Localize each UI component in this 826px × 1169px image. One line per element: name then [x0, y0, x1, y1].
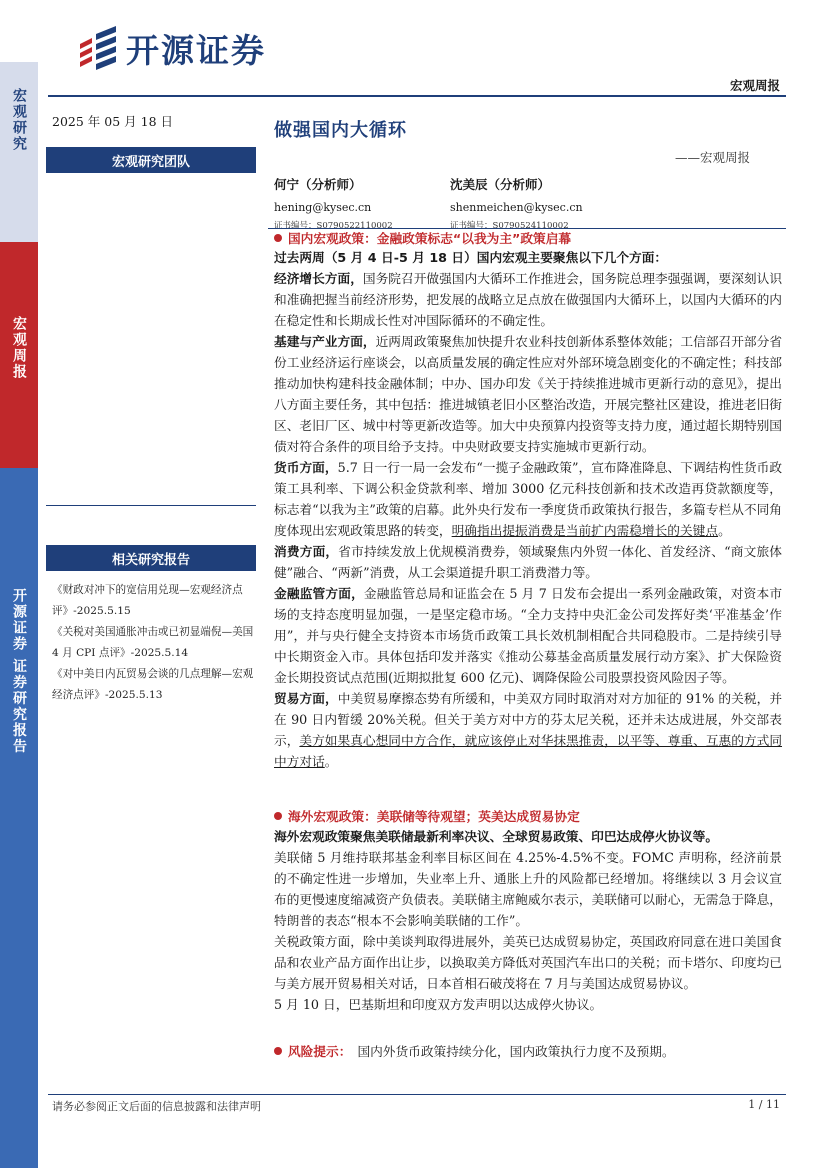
analyst-cert: 证书编号：S0790522110002: [274, 221, 393, 231]
section-heading-text: 国内宏观政策：金融政策标志“以我为主”政策启幕: [288, 231, 572, 246]
sidebar-divider: [46, 505, 256, 506]
brand-logo: [76, 26, 266, 70]
para-text-end: 。: [718, 523, 731, 538]
para-ceasefire: 5 月 10 日，巴基斯坦和印度双方发声明以达成停火协议。: [274, 997, 603, 1012]
strip-mid-label: 宏观周报: [11, 316, 27, 380]
strip-bottom: [0, 468, 38, 1168]
para-tariff: 关税政策方面，除中美谈判取得进展外，美英已达成贸易协定，英国政府同意在进口美国食品和农业产品方面作出让步，以换取美方降低对英国汽车出口的关税；而卡塔尔、印度均已与美方展开贸易相关对话，日本首相石破茂将在 7 月与美国达成贸易协议。: [274, 934, 782, 991]
para-fed: 美联储 5 月维持联邦基金利率目标区间在 4.25%-4.5%不变。FOMC 声明称，经济前景的不确定性进一步增加，失业率上升、通胀上升的风险都已经增加。将继续以 3 月会议宣布的更慢速度缩减资产负债表。美联储主席鲍威尔表示，美联储可以耐心，无需急于降息，特朗普的表态“根本不会影响美联储的工作”。: [274, 850, 782, 928]
para-text: 近两周政策聚焦加快提升农业科技创新体系整体效能；工信部召开部分省份工业经济运行座谈会，以高质量发展的确定性应对外部环境急剧变化的不确定性；科技部推动加快构建科技金融体制；中办、国办印发《关于持续推进城市更新行动的意见》，提出八方面主要任务，其中包括：推进城镇老旧小区整治改造，开展完整社区建设，推进老旧街区、老旧厂区、城中村等更新改造等。加大中央预算内投资等支持力度，通过超长期特别国债对符合条件的项目给予支持。中央财政要支持实施城市更新行动。: [274, 334, 783, 454]
analyst-card: [450, 175, 583, 231]
strip-mid: [0, 242, 38, 468]
bullet-icon: [274, 812, 282, 820]
risk-head: 风险提示：: [288, 1044, 352, 1059]
section-heading-text: 海外宏观政策：美联储等待观望；英美达成贸易协定: [288, 809, 580, 824]
strip-top: [0, 62, 38, 242]
footer-divider: [48, 1094, 786, 1095]
strip-top-label: 宏观研究: [11, 88, 27, 152]
footer-disclaimer: 请务必参阅正文后面的信息披露和法律声明: [52, 1100, 261, 1113]
para-consume: [274, 541, 782, 583]
analyst-cert: 证书编号：S0790524110002: [450, 221, 569, 231]
related-report-link[interactable]: 《关税对美国通胀冲击或已初显端倪—美国 4 月 CPI 点评》-2025.5.14: [52, 626, 254, 659]
analyst-email[interactable]: hening@kysec.cn: [274, 201, 372, 214]
para-money: [274, 457, 782, 541]
analyst-email[interactable]: shenmeichen@kysec.cn: [450, 201, 583, 214]
analyst-card: [274, 175, 393, 231]
para-text: 金融监管总局和证监会在 5 月 7 日发布会提出一系列金融政策，对资本市场的支持态度明显加强，一是坚定稳市场。“全力支持中央汇金公司发挥好类‘平准基金’作用”，并与央行健全支持资本市场货币政策工具长效机制相配合共同稳股市。二是持续引导中长期资金入市。具体包括印发并落实《推动公募基金高质量发展行动方案》、扩大保险资金长期投资试点范围(近期拟批复 600 亿元)、调降保险公司股票投资风险因子等。: [274, 586, 783, 685]
report-kind: 宏观周报: [729, 78, 780, 93]
page-title: 做强国内大循环: [274, 120, 407, 141]
related-reports-list: [52, 580, 256, 706]
section-body-domestic: [274, 247, 782, 772]
para-growth: [274, 268, 782, 331]
para-text: 省市持续发放上优规模消费券，领域聚焦内外贸一体化、首发经济、“商文旅体健”融合、“两新”消费，从工会渠道提升职工消费潜力等。: [274, 544, 782, 580]
bullet-icon: [274, 1047, 282, 1055]
para-underlined: 美方如果真心想同中方合作，就应该停止对华抹黑推责，以平等、尊重、互惠的方式同中方对话: [274, 733, 783, 769]
para-head: 贸易方面，: [274, 691, 338, 706]
para-head: 金融监管方面，: [274, 586, 364, 601]
report-date: 2025 年 05 月 18 日: [52, 114, 173, 129]
strip-bottom-label: 开源证券 证券研究报告: [11, 588, 27, 755]
related-report-link[interactable]: 《财政对冲下的宽信用兑现—宏观经济点评》-2025.5.15: [52, 584, 243, 617]
section-body-overseas: [274, 826, 782, 1015]
analyst-name: 沈美辰（分析师）: [450, 177, 551, 192]
para-text: 中美贸易摩擦态势有所缓和，中美双方同时取消对对方加征的 91% 的关税，并在 90 日内暂缓 20%关税。但关于美方对中方的芬太尼关税，还并未达成进展，外交部表示，: [274, 691, 783, 748]
para-head: 消费方面，: [274, 544, 339, 559]
section-lead: 过去两周（5 月 4 日-5 月 18 日）国内宏观主要聚焦以下几个方面：: [274, 250, 668, 265]
related-label: 相关研究报告: [46, 545, 256, 571]
para-fin: [274, 583, 782, 688]
risk-text: 国内外货币政策持续分化，国内政策执行力度不及预期。: [357, 1044, 675, 1059]
para-head: 基建与产业方面，: [274, 334, 376, 349]
page-number: 1 / 11: [748, 1098, 780, 1111]
section-heading-overseas: [274, 806, 580, 825]
para-text: 国务院召开做强国内大循环工作推进会，国务院总理李强强调，要深刻认识和准确把握当前经济形势，把发展的战略立足点放在做强国内大循环上，以国内大循环的内在稳定性和长期成长性对冲国际循环的不确定性。: [274, 271, 783, 328]
para-text: 5.7 日一行一局一会发布“一揽子金融政策”，宣布降准降息、下调结构性货币政策工具利率、下调公积金贷款利率、增加 3000 亿元科技创新和技术改造再贷款额度等，标志着“以我为主”政策的启幕。此外央行发布一季度货币政策执行报告，多篇专栏从不同角度体现出宏观政策思路的转变，: [274, 460, 783, 538]
team-label: 宏观研究团队: [46, 147, 256, 173]
related-report-link[interactable]: 《对中美日内瓦贸易会谈的几点理解—宏观经济点评》-2025.5.13: [52, 668, 254, 701]
section-lead: 海外宏观政策聚焦美联储最新利率决议、全球贸易政策、印巴达成停火协议等。: [274, 829, 719, 844]
para-text-end: 。: [324, 754, 338, 769]
para-trade: [274, 688, 782, 772]
brand-name: 开源证券: [126, 30, 266, 70]
para-head: 经济增长方面，: [274, 271, 363, 286]
brand-mark-icon: [76, 26, 122, 70]
analyst-name: 何宁（分析师）: [274, 177, 362, 192]
header-divider: [48, 95, 786, 97]
risk-warning: [274, 1041, 675, 1060]
para-infra: [274, 331, 782, 457]
bullet-icon: [274, 234, 282, 242]
section-heading-domestic: [274, 228, 571, 247]
page-subtitle: ——宏观周报: [674, 150, 750, 165]
para-underlined: 明确指出提振消费是当前扩内需稳增长的关键点: [451, 523, 719, 538]
para-head: 货币方面，: [274, 460, 338, 475]
